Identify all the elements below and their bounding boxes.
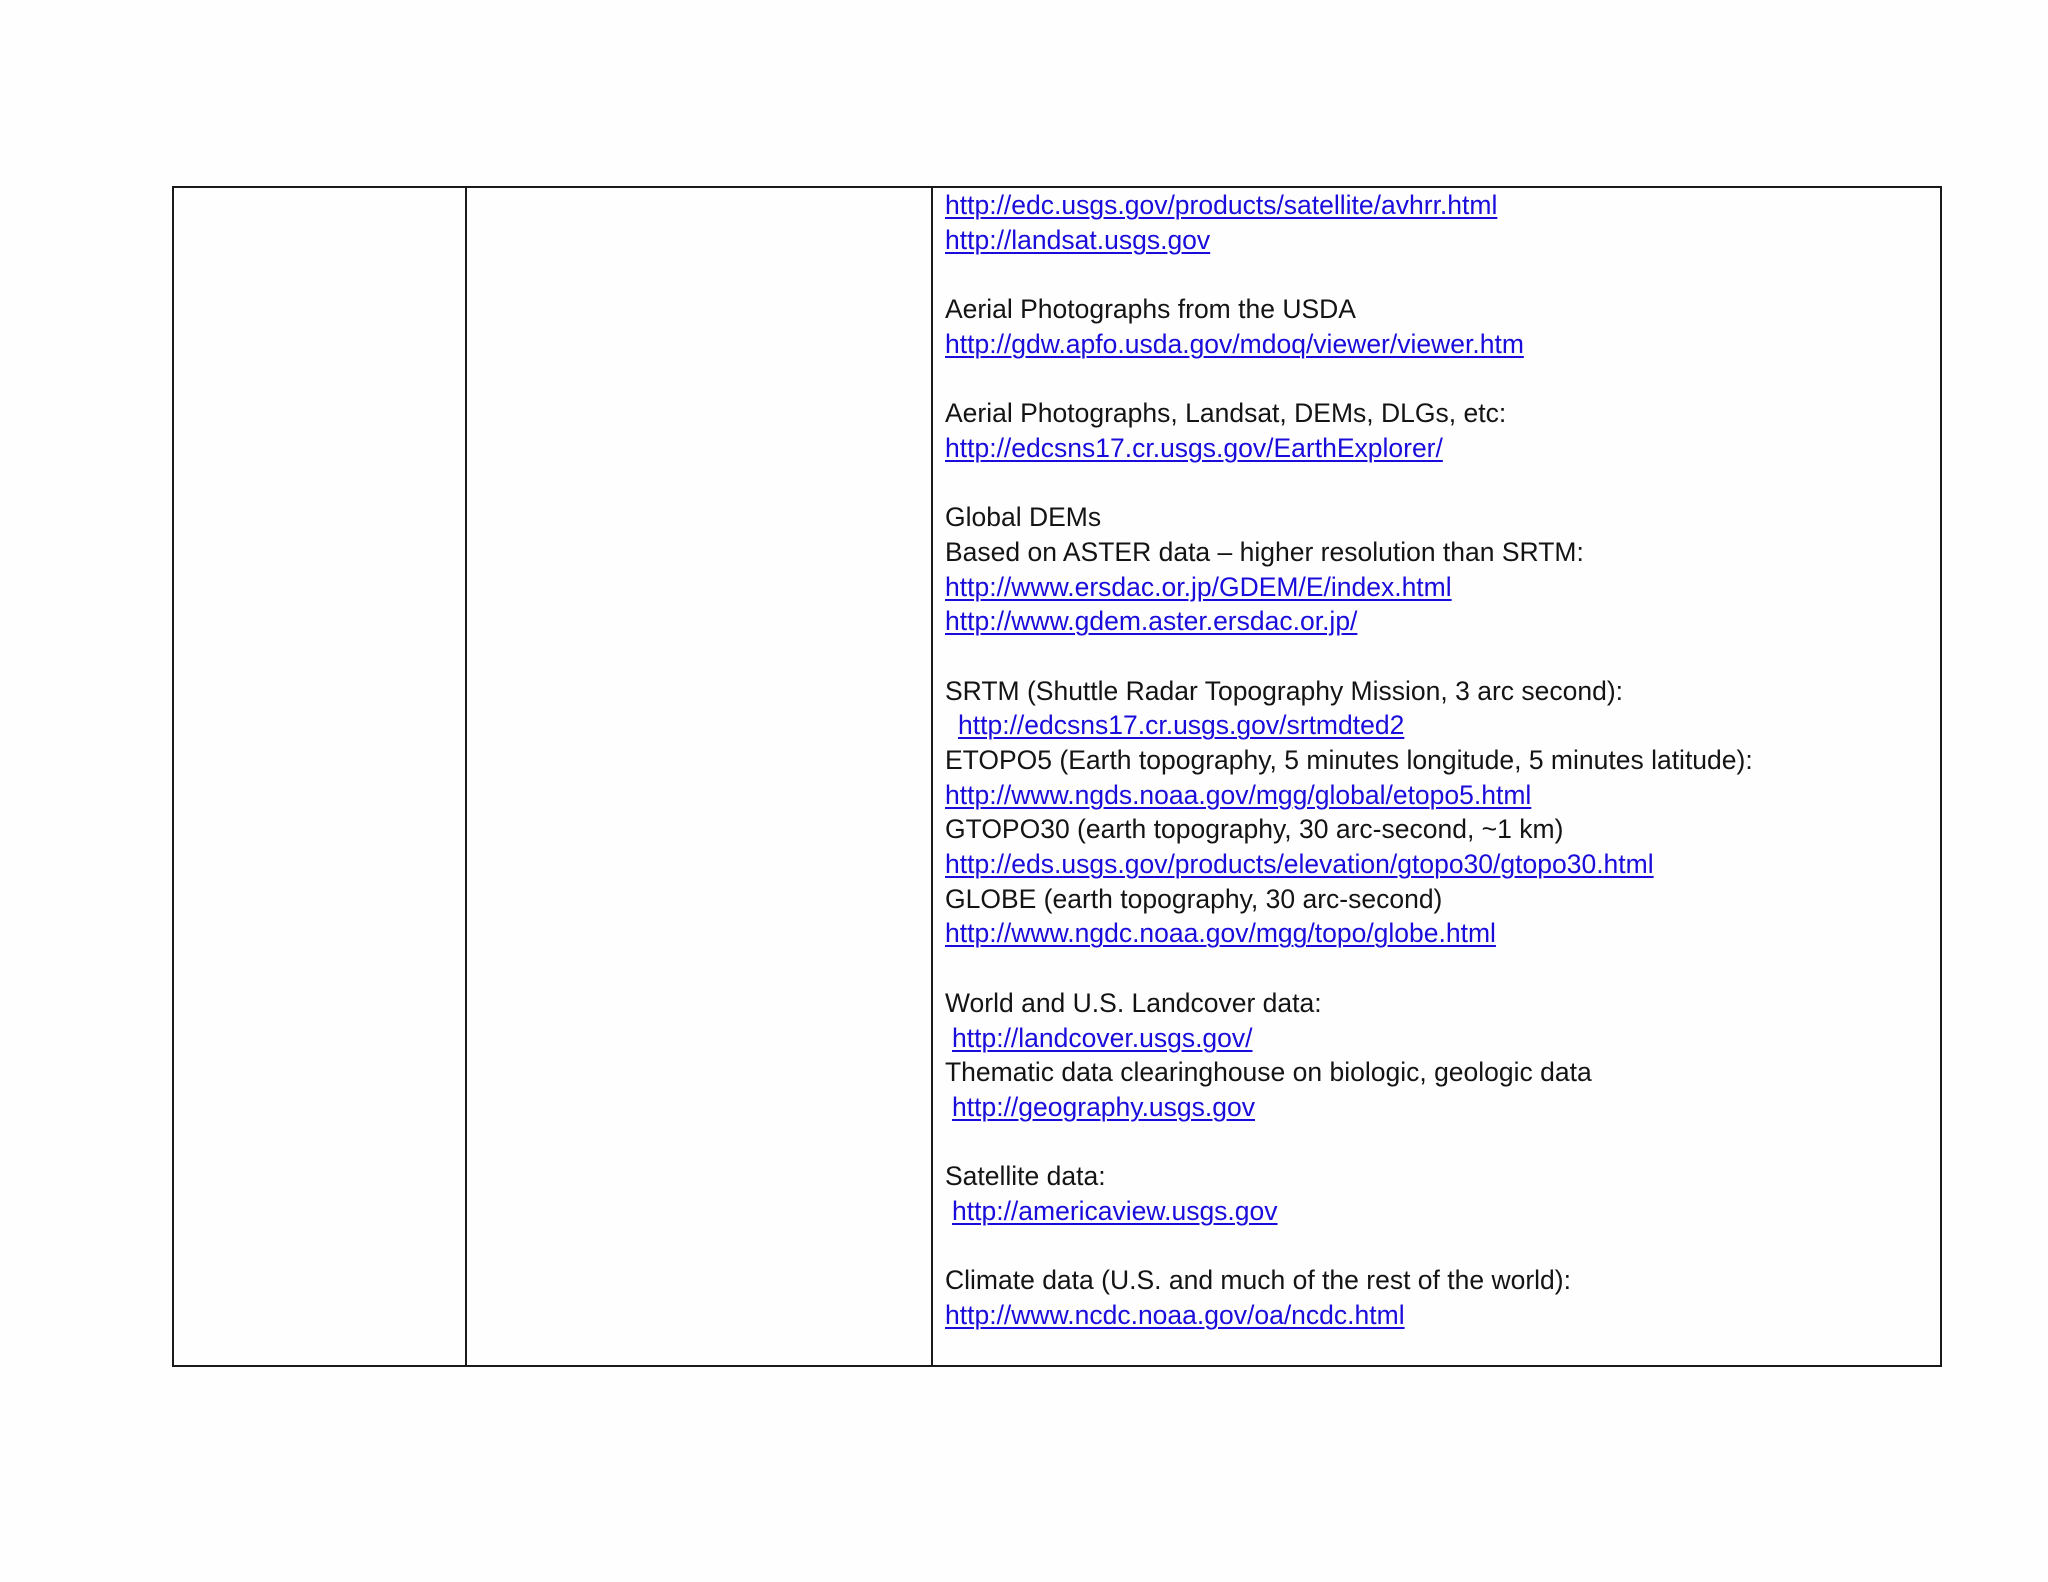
table-cell-column-3 xyxy=(933,188,1940,1365)
resource-link-line xyxy=(945,570,1940,605)
resource-description: Satellite data: xyxy=(945,1161,1106,1192)
resource-link-line xyxy=(945,223,1940,258)
hyperlink[interactable]: http://gdw.apfo.usda.gov/mdoq/viewer/viewer.htm xyxy=(945,328,1524,359)
hyperlink[interactable]: http://www.ncdc.noaa.gov/oa/ncdc.html xyxy=(945,1300,1405,1330)
hyperlink[interactable]: http://landsat.usgs.gov xyxy=(945,224,1211,255)
resource-link-line xyxy=(945,1021,1940,1056)
resource-link-line xyxy=(945,778,1940,813)
resource-table xyxy=(172,186,1942,1367)
resource-link-line xyxy=(945,1090,1940,1125)
hyperlink[interactable]: http://edc.usgs.gov/products/satellite/avhrr.html xyxy=(945,190,1498,220)
resource-description: Global DEMs xyxy=(945,502,1102,533)
resource-link-line xyxy=(945,1298,1940,1333)
resource-description: Based on ASTER data – higher resolution than SRTM: xyxy=(945,536,1584,567)
hyperlink[interactable]: http://www.ersdac.or.jp/GDEM/E/index.html xyxy=(945,571,1452,602)
resource-link-line xyxy=(945,847,1940,882)
hyperlink[interactable]: http://www.ngds.noaa.gov/mgg/global/etopo5.html xyxy=(945,779,1532,810)
blank-line xyxy=(945,361,1940,396)
resource-link-line xyxy=(945,188,1940,223)
hyperlink[interactable]: http://edcsns17.cr.usgs.gov/srtmdted2 xyxy=(958,710,1405,741)
resource-description: Climate data (U.S. and much of the rest of the world): xyxy=(945,1265,1571,1296)
table-cell-column-1 xyxy=(174,188,467,1365)
blank-line xyxy=(945,257,1940,292)
resource-description: Aerial Photographs, Landsat, DEMs, DLGs, etc: xyxy=(945,398,1507,429)
blank-line xyxy=(945,1229,1940,1264)
resource-description: Thematic data clearinghouse on biologic, geologic data xyxy=(945,1057,1592,1088)
hyperlink[interactable]: http://www.ngdc.noaa.gov/mgg/topo/globe.html xyxy=(945,918,1496,949)
resource-list xyxy=(945,188,1940,1333)
resource-description: World and U.S. Landcover data: xyxy=(945,987,1322,1018)
resource-description: GTOPO30 (earth topography, 30 arc-second, ~1 km) xyxy=(945,814,1564,845)
table-cell-column-2 xyxy=(467,188,933,1365)
resource-description: Aerial Photographs from the USDA xyxy=(945,294,1356,325)
resource-description: GLOBE (earth topography, 30 arc-second) xyxy=(945,883,1443,914)
hyperlink[interactable]: http://www.gdem.aster.ersdac.or.jp/ xyxy=(945,606,1358,637)
hyperlink[interactable]: http://geography.usgs.gov xyxy=(952,1091,1255,1122)
resource-description: SRTM (Shuttle Radar Topography Mission, 3 arc second): xyxy=(945,675,1624,706)
hyperlink[interactable]: http://americaview.usgs.gov xyxy=(952,1195,1278,1226)
resource-link-line xyxy=(945,916,1940,951)
resource-link-line xyxy=(945,431,1940,466)
blank-line xyxy=(945,466,1940,501)
hyperlink[interactable]: http://landcover.usgs.gov/ xyxy=(952,1022,1253,1053)
blank-line xyxy=(945,951,1940,986)
blank-line xyxy=(945,639,1940,674)
resource-link-line xyxy=(945,327,1940,362)
resource-link-line xyxy=(945,708,1940,743)
blank-line xyxy=(945,1125,1940,1160)
hyperlink[interactable]: http://eds.usgs.gov/products/elevation/gtopo30/gtopo30.html xyxy=(945,849,1654,880)
resource-link-line xyxy=(945,1194,1940,1229)
resource-link-line xyxy=(945,604,1940,639)
resource-description: ETOPO5 (Earth topography, 5 minutes longitude, 5 minutes latitude): xyxy=(945,745,1753,775)
hyperlink[interactable]: http://edcsns17.cr.usgs.gov/EarthExplorer/ xyxy=(945,432,1443,463)
